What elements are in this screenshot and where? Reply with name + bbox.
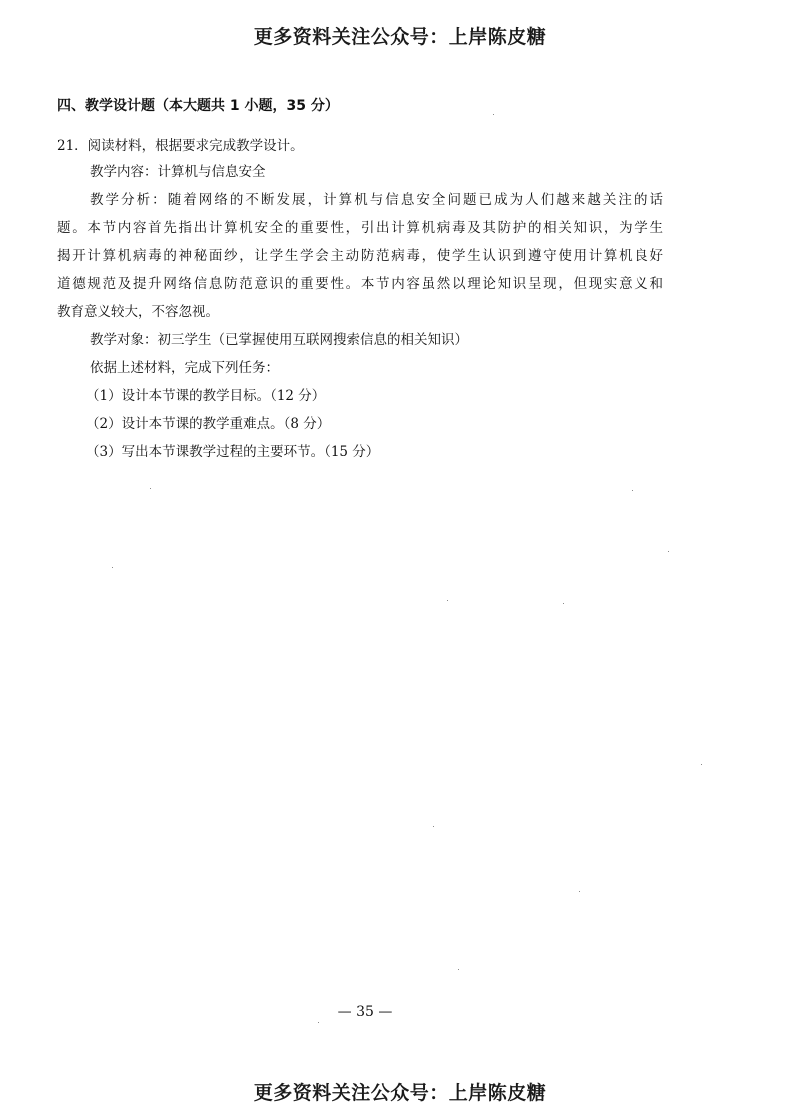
scan-speck	[668, 551, 669, 552]
teaching-content-line: 教学内容：计算机与信息安全	[90, 164, 266, 180]
section-title: 四、教学设计题（本大题共 1 小题，35 分）	[57, 98, 339, 114]
scan-speck	[318, 1022, 319, 1023]
scan-speck	[579, 891, 580, 892]
task-item-1: （1）设计本节课的教学目标。（12 分）	[86, 388, 326, 404]
scan-speck	[433, 826, 434, 827]
bottom-banner: 更多资料关注公众号：上岸陈皮糖	[253, 1082, 547, 1104]
scan-speck	[632, 490, 633, 491]
analysis-line-4: 道德规范及提升网络信息防范意识的重要性。本节内容虽然以理论知识呈现，但现实意义和	[57, 276, 663, 292]
scan-speck	[563, 603, 564, 604]
task-item-3: （3）写出本节课教学过程的主要环节。（15 分）	[86, 444, 380, 460]
page-number: — 35 —	[337, 1004, 393, 1020]
task-intro: 依据上述材料，完成下列任务：	[90, 360, 279, 376]
scan-speck	[112, 567, 113, 568]
task-item-2: （2）设计本节课的教学重难点。（8 分）	[86, 416, 331, 432]
scan-speck	[701, 764, 702, 765]
analysis-line-3: 揭开计算机病毒的神秘面纱，让学生学会主动防范病毒，使学生认识到遵守使用计算机良好	[57, 248, 663, 264]
top-banner: 更多资料关注公众号：上岸陈皮糖	[253, 26, 547, 48]
scan-speck	[458, 969, 459, 970]
scan-speck	[447, 600, 448, 601]
analysis-line-1: 教学分析：随着网络的不断发展，计算机与信息安全问题已成为人们越来越关注的话	[90, 192, 663, 208]
scan-speck	[150, 488, 151, 489]
analysis-line-2: 题。本节内容首先指出计算机安全的重要性，引出计算机病毒及其防护的相关知识，为学生	[57, 220, 663, 236]
question-intro: 21．阅读材料，根据要求完成教学设计。	[57, 138, 304, 154]
analysis-line-5: 教育意义较大，不容忽视。	[57, 304, 219, 320]
teaching-audience-line: 教学对象：初三学生（已掌握使用互联网搜索信息的相关知识）	[90, 332, 468, 348]
scan-speck	[493, 114, 494, 115]
